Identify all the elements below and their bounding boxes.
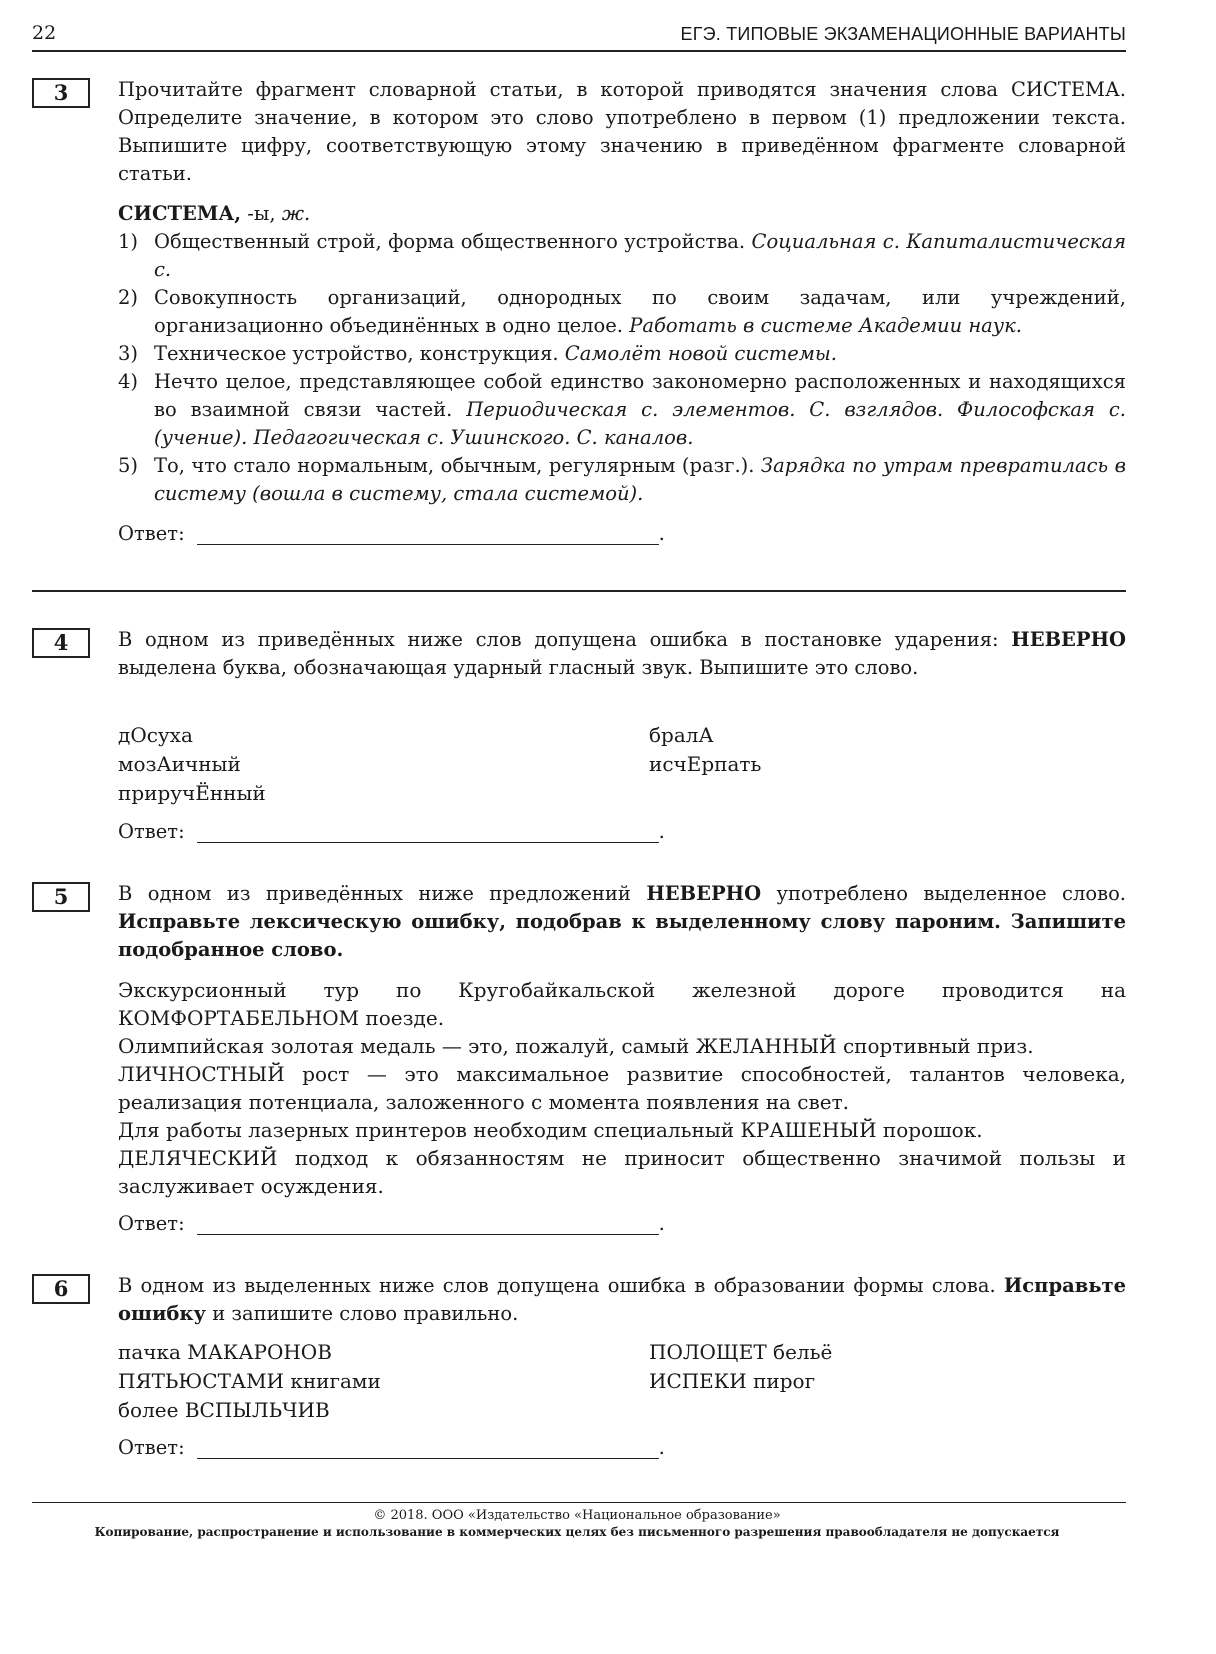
meaning-example: Самолёт новой системы.	[564, 342, 838, 365]
sentence-item: Для работы лазерных принтеров необходим специальный КРАШЕНЫЙ порошок.	[118, 1118, 983, 1142]
word-item: более ВСПЫЛЬЧИВ	[118, 1398, 330, 1422]
task-5-prompt: В одном из приведённых ниже предложений НЕВЕРНО употреблено выделенное слово. Исправьте лексическую ошибку, подобрав к выделенному слову пароним. Запишите подобранное слово.	[118, 882, 1127, 961]
answer-field[interactable]: Ответ: .	[118, 820, 665, 843]
footer-copyright: © 2018. ООО «Издательство «Национальное образование»	[373, 1508, 781, 1523]
task-number-box: 6	[32, 1274, 90, 1304]
meaning-item	[118, 340, 1126, 368]
meaning-item	[118, 452, 1126, 508]
meaning-number: 1)	[118, 230, 139, 253]
answer-line[interactable]	[197, 1216, 659, 1235]
meaning-example: Периодическая с. элементов. С. взглядов. Философская с. (учение). Педагогическая с. Ушинского. С. каналов.	[154, 398, 1126, 449]
meaning-number: 3)	[118, 342, 139, 365]
sentence-item: ЛИЧНОСТНЫЙ рост — это максимальное развитие способностей, талантов человека, реализация потенциала, заложенного с момента появления на свет.	[118, 1062, 1126, 1114]
meaning-item	[118, 228, 1126, 284]
meaning-item	[118, 368, 1126, 452]
word-column-right	[649, 1338, 832, 1396]
meaning-number: 5)	[118, 454, 139, 477]
meaning-example: Работать в системе Академии наук.	[629, 314, 1022, 337]
meaning-definition: Техническое устройство, конструкция.	[154, 342, 565, 365]
task-number-box: 3	[32, 78, 90, 108]
word-item: ПЯТЬЮСТАМИ книгами	[118, 1369, 381, 1393]
word-item: пачка МАКАРОНОВ	[118, 1340, 332, 1364]
answer-field[interactable]: Ответ: .	[118, 1436, 665, 1459]
footer-rule	[32, 1502, 1126, 1503]
word-column-left	[118, 1338, 381, 1425]
word-item: исчЕрпать	[649, 752, 762, 776]
sentence-item: ДЕЛЯЧЕСКИЙ подход к обязанностям не приносит общественно значимой пользы и заслуживает осуждения.	[118, 1146, 1126, 1198]
word-item: ИСПЕКИ пирог	[649, 1369, 816, 1393]
task-6-prompt: В одном из выделенных ниже слов допущена ошибка в образовании формы слова. Исправьте ошибку и запишите слово правильно.	[118, 1274, 1126, 1325]
footer-notice: Копирование, распространение и использование в коммерческих целях без письменного разрешения правообладателя не допускается	[94, 1525, 1060, 1539]
word-item: приручЁнный	[118, 781, 266, 805]
meaning-number: 2)	[118, 286, 139, 309]
answer-line[interactable]	[197, 824, 659, 843]
answer-label: Ответ:	[118, 1436, 185, 1459]
entry-headword: СИСТЕМА, -ы, ж.	[118, 202, 311, 225]
sentence-item: Олимпийская золотая медаль — это, пожалуй, самый ЖЕЛАННЫЙ спортивный приз.	[118, 1034, 1034, 1058]
page-number: 22	[32, 22, 57, 44]
word-column-right	[649, 721, 761, 779]
answer-field[interactable]: Ответ: .	[118, 1212, 665, 1235]
task-4-prompt: В одном из приведённых ниже слов допущена ошибка в постановке ударения: НЕВЕРНО выделена буква, обозначающая ударный гласный звук. Выпишите это слово.	[118, 628, 1126, 679]
sentence-item: Экскурсионный тур по Кругобайкальской железной дороге проводится на КОМФОРТАБЕЛЬНОМ поезде.	[118, 978, 1126, 1030]
section-divider	[32, 590, 1126, 592]
meaning-example: Социальная с. Капиталистическая с.	[154, 230, 1126, 281]
word-column-left	[118, 721, 266, 808]
answer-field[interactable]: Ответ: .	[118, 522, 665, 545]
answer-label: Ответ:	[118, 1212, 185, 1235]
task-number-box: 5	[32, 882, 90, 912]
word-item: дОсуха	[118, 723, 193, 747]
meaning-example: Зарядка по утрам превратилась в систему (вошла в систему, стала системой).	[154, 454, 1126, 505]
answer-label: Ответ:	[118, 522, 185, 545]
answer-line[interactable]	[197, 526, 659, 545]
sentence-list	[118, 976, 1126, 1200]
meaning-item	[118, 284, 1126, 340]
header-rule	[32, 50, 1126, 52]
meaning-definition: Нечто целое, представляющее собой единство закономерно расположенных и находящихся во взаимной связи частей.	[154, 370, 1126, 421]
meaning-list	[118, 228, 1126, 508]
task-3-prompt: Прочитайте фрагмент словарной статьи, в которой приводятся значения слова СИСТЕМА. Определите значение, в котором это слово употреблено в первом (1) предложении текста. Выпишите цифру, соответствующую этому значению в приведённом фрагменте словарной статьи.	[118, 78, 1126, 185]
running-title: ЕГЭ. ТИПОВЫЕ ЭКЗАМЕНАЦИОННЫЕ ВАРИАНТЫ	[680, 24, 1126, 44]
dictionary-entry	[118, 200, 1126, 508]
meaning-definition: Совокупность организаций, однородных по своим задачам, или учреждений, организационно объединённых в одно целое.	[154, 286, 1126, 337]
page-header	[32, 22, 1126, 48]
meaning-definition: Общественный строй, форма общественного устройства.	[154, 230, 752, 253]
task-number-box: 4	[32, 628, 90, 658]
word-item: бралА	[649, 723, 714, 747]
meaning-definition: То, что стало нормальным, обычным, регулярным (разг.).	[154, 454, 761, 477]
answer-line[interactable]	[197, 1440, 659, 1459]
word-item: мозАичный	[118, 752, 241, 776]
meaning-number: 4)	[118, 370, 139, 393]
word-item: ПОЛОЩЕТ бельё	[649, 1340, 833, 1364]
answer-label: Ответ:	[118, 820, 185, 843]
